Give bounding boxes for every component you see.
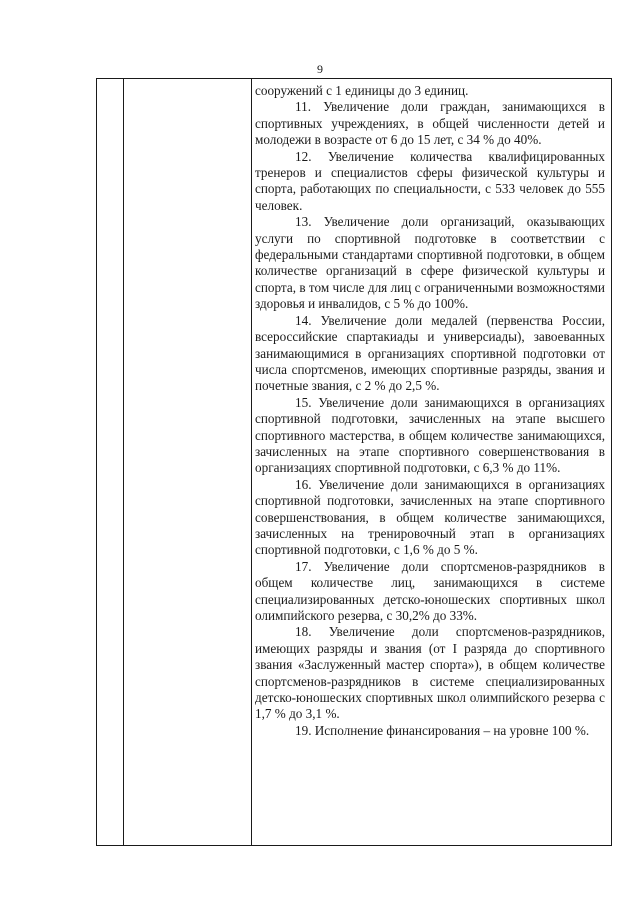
column-divider-1 <box>123 79 124 845</box>
column-divider-2 <box>251 79 252 845</box>
indicator-14: 14. Увеличение доли медалей (первенства России, всероссийские спартакиады и универсиады), завоеванных занимающимися в организациях спортивной подготовки от числа спортсменов, имеющих спортивные разряды, звания и почетные звания, с 2 % до 2,5 %. <box>255 312 605 394</box>
indicators-cell <box>255 83 605 739</box>
indicator-12: 12. Увеличение количества квалифицированных тренеров и специалистов сферы физической культуры и спорта, работающих по специальности, с 533 человек до 555 человек. <box>255 148 605 213</box>
indicators-table <box>96 78 612 846</box>
page-number: 9 <box>317 62 323 76</box>
indicator-18: 18. Увеличение доли спортсменов-разрядников, имеющих разряды и звания (от I разряда до спортивного звания «Заслуженный мастер спорта»), в общем количестве спортсменов-разрядников в системе специализированных детско-юношеских спортивных школ олимпийского резерва с 1,7 % до 3,1 %. <box>255 624 605 722</box>
indicator-17: 17. Увеличение доли спортсменов-разрядников в общем количестве лиц, занимающихся в системе специализированных детско-юношеских спортивных школ олимпийского резерва, с 30,2% до 33%. <box>255 558 605 623</box>
indicator-19: 19. Исполнение финансирования – на уровне 100 %. <box>295 722 590 738</box>
indicator-16: 16. Увеличение доли занимающихся в организациях спортивной подготовки, зачисленных на этапе спортивного совершенствования, в общем количестве занимающихся, зачисленных на тренировочный этап в организациях спортивной подготовки, с 1,6 % до 5 %. <box>255 476 605 558</box>
indicator-13: 13. Увеличение доли организаций, оказывающих услуги по спортивной подготовке в соответствии с федеральными стандартами спортивной подготовки, в общем количестве организаций в сфере физической культуры и спорта, в том числе для лиц с ограниченными возможностями здоровья и инвалидов, с 5 % до 100%. <box>255 214 605 312</box>
paragraph-continuation: сооружений с 1 единицы до 3 единиц. <box>255 83 469 98</box>
indicator-11: 11. Увеличение доли граждан, занимающихся в спортивных учреждениях, в общей численности детей и молодежи в возрасте от 6 до 15 лет, с 34 % до 40%. <box>255 99 605 148</box>
indicator-15: 15. Увеличение доли занимающихся в организациях спортивной подготовки, зачисленных на этапе высшего спортивного мастерства, в общем количестве занимающихся, зачисленных на этапе спортивного совершенствования в организациях спортивной подготовки, с 6,3 % до 11%. <box>255 394 605 476</box>
